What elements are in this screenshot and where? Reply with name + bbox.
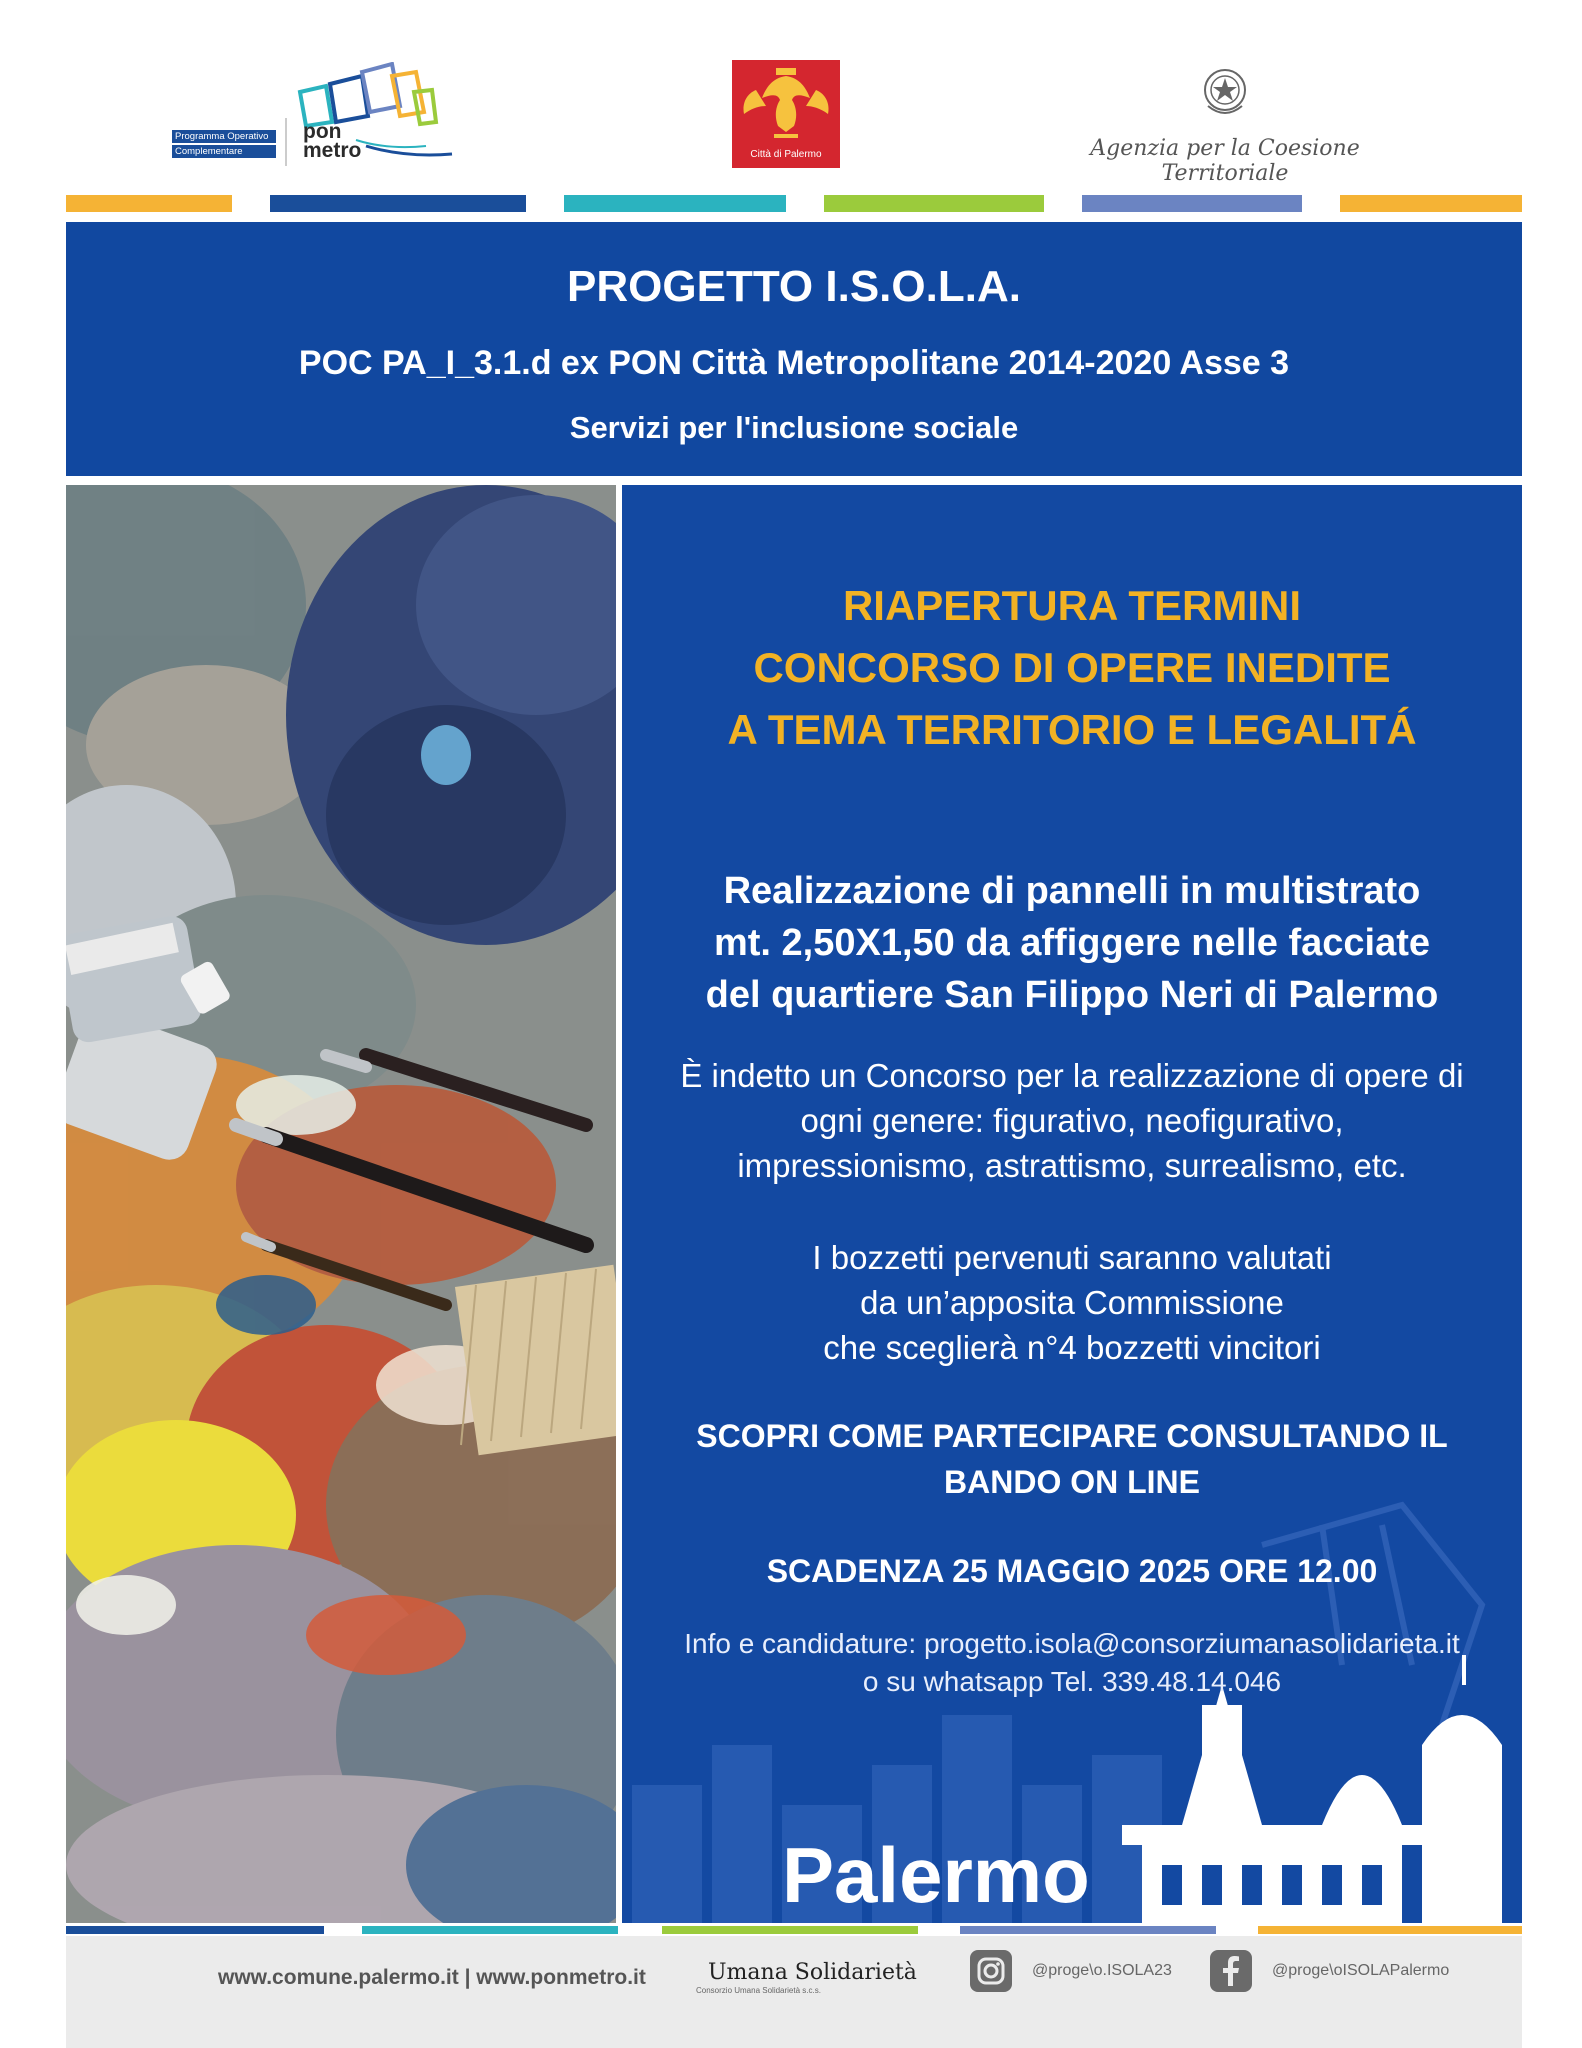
- footer-stripe-teal: [362, 1926, 618, 1934]
- cta-line-2: BANDO ON LINE: [944, 1464, 1200, 1500]
- panel-subtitle: [622, 865, 1522, 1021]
- eval-line-1: I bozzetti pervenuti saranno valutati: [812, 1239, 1332, 1276]
- color-stripe-blue: [270, 195, 526, 212]
- desc-line-1: È indetto un Concorso per la realizzazione di opere di: [680, 1057, 1464, 1094]
- poc-logo-line1: Programma Operativo: [172, 130, 276, 143]
- italian-emblem-icon: [1202, 64, 1248, 122]
- footer: [66, 1936, 1522, 2048]
- eval-line-2: da un’apposita Commissione: [860, 1284, 1284, 1321]
- footer-stripe-lavender: [960, 1926, 1216, 1934]
- color-stripe-teal: [564, 195, 786, 212]
- area-title: Servizi per l'inclusione sociale: [569, 410, 1019, 445]
- agenzia-coesione-logo: [1040, 64, 1410, 186]
- citta-di-palermo-label: Città di Palermo: [750, 149, 822, 160]
- contact-phone-line: o su whatsapp Tel. 339.48.14.046: [862, 1666, 1282, 1697]
- competition-heading: [622, 575, 1522, 761]
- heading-line-1: RIAPERTURA TERMINI: [842, 582, 1302, 629]
- evaluation-text: [622, 1235, 1522, 1370]
- footer-websites[interactable]: www.comune.palermo.it | www.ponmetro.it: [218, 1966, 646, 1989]
- desc-line-3: impressionismo, astrattismo, surrealismo, etc.: [737, 1147, 1407, 1184]
- sub-line-2: mt. 2,50X1,50 da affiggere nelle facciate: [713, 922, 1430, 964]
- heading-line-2: CONCORSO DI OPERE INEDITE: [753, 644, 1391, 691]
- sub-line-1: Realizzazione di pannelli in multistrato: [723, 870, 1421, 912]
- cta-line-1: SCOPRI COME PARTECIPARE CONSULTANDO IL: [696, 1418, 1448, 1454]
- call-to-action: [622, 1413, 1522, 1505]
- heading-line-3: A TEMA TERRITORIO E LEGALITÁ: [727, 706, 1417, 753]
- umana-solidarieta-subtitle: Consorzio Umana Solidarietà s.c.s.: [696, 1986, 821, 1995]
- agency-name: Agenzia per la Coesione Territoriale: [1090, 136, 1360, 186]
- footer-stripe-green: [662, 1926, 918, 1934]
- desc-line-2: ogni genere: figurativo, neofigurativo,: [800, 1102, 1344, 1139]
- title-band: [66, 222, 1522, 476]
- eagle-crest-icon: [732, 60, 840, 146]
- poc-logo-line2: Complementare: [172, 145, 276, 158]
- pon-word: pon: [303, 120, 342, 143]
- logo-divider: [285, 118, 287, 166]
- facebook-icon[interactable]: [1210, 1950, 1252, 1992]
- contact-email-line: Info e candidature: progetto.isola@consorziumanasolidarieta.it: [684, 1628, 1460, 1659]
- instagram-icon[interactable]: [970, 1950, 1012, 1992]
- content-panel: [622, 485, 1522, 1923]
- program-title: POC PA_I_3.1.d ex PON Città Metropolitane 2014-2020 Asse 3: [298, 344, 1290, 382]
- footer-stripe-yellow: [1258, 1926, 1522, 1934]
- color-stripe-yellow-right: [1340, 195, 1522, 212]
- color-stripe-yellow: [66, 195, 232, 212]
- sub-line-3: del quartiere San Filippo Neri di Palermo: [705, 974, 1439, 1016]
- facebook-handle[interactable]: @proge\oISOLAPalermo: [1272, 1962, 1450, 1979]
- umana-solidarieta-logo: Umana Solidarietà: [708, 1960, 917, 1985]
- palermo-wordmark: Palermo: [782, 1831, 1090, 1919]
- competition-description: [622, 1053, 1522, 1188]
- deadline: SCADENZA 25 MAGGIO 2025 ORE 12.00: [766, 1553, 1378, 1589]
- pon-metro-wordmark: [303, 122, 361, 160]
- poc-logo: [172, 130, 276, 162]
- eval-line-3: che sceglierà n°4 bozzetti vincitori: [823, 1329, 1321, 1366]
- instagram-handle[interactable]: @proge\o.ISOLA23: [1032, 1962, 1172, 1979]
- color-stripe-lavender: [1082, 195, 1302, 212]
- citta-di-palermo-logo: [732, 60, 840, 168]
- color-stripe-green: [824, 195, 1044, 212]
- footer-stripe-blue: [66, 1926, 324, 1934]
- metro-word: metro: [303, 139, 362, 162]
- contact-info: [622, 1625, 1522, 1701]
- painting-palette-image: [66, 485, 616, 1923]
- project-title: PROGETTO I.S.O.L.A.: [567, 262, 1021, 311]
